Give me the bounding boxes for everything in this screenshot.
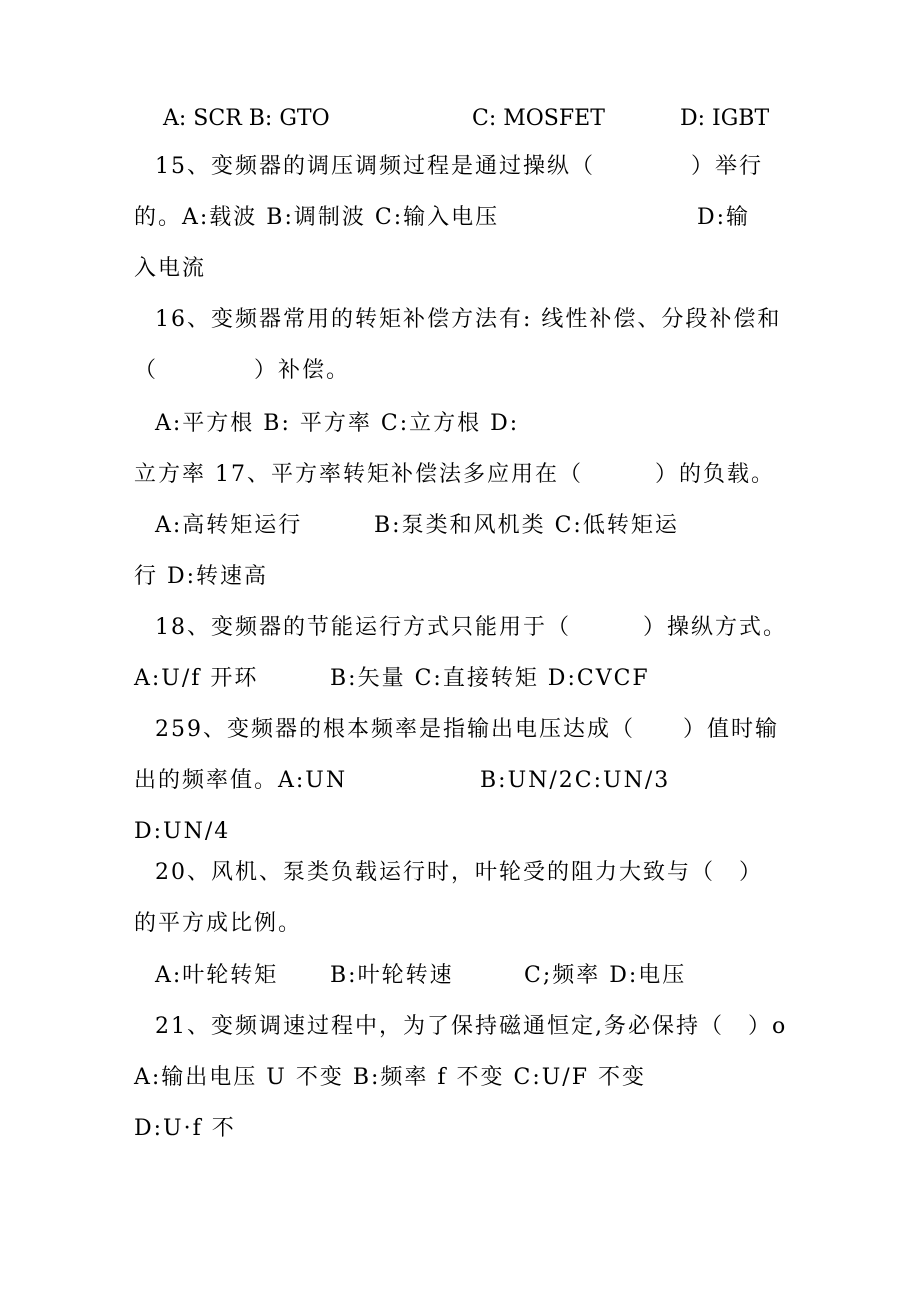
q17-question: 立方率 17、平方率转矩补偿法多应用在（ ）的负载。 <box>134 462 775 487</box>
q20-option-b: B:叶轮转速 <box>330 963 454 988</box>
q20-question-cont: 的平方成比例。 <box>134 911 303 936</box>
q17-option-a: A:高转矩运行 <box>155 513 303 538</box>
q18-question: 18、变频器的节能运行方式只能用于（ ）操纵方式。 <box>155 615 787 640</box>
q18-option-a: A:U/f 开环 <box>134 666 259 691</box>
q19-options-a: 出的频率值。A:UN <box>134 768 348 793</box>
q20-option-a: A:叶轮转矩 <box>155 963 279 988</box>
q14-option-c: C: MOSFET <box>472 106 605 131</box>
q15-options: 的。A:载波 B:调制波 C:输入电压 <box>134 205 500 230</box>
q21-question: 21、变频调速过程中，为了保持磁通恒定,务必保持（ ）o <box>155 1014 788 1039</box>
q17-continuation: 行 D:转速高 <box>134 564 269 589</box>
q15-continuation: 入电流 <box>134 256 207 281</box>
q18-option-bcd: B:矢量 C:直接转矩 D:CVCF <box>330 666 650 691</box>
q15-option-d: D:输 <box>697 205 751 230</box>
q21-options: A:输出电压 U 不变 B:频率 f 不变 C:U/F 不变 <box>134 1065 646 1090</box>
q16-question-cont: （ ）补偿。 <box>134 358 351 383</box>
q14-option-d: D: IGBT <box>680 106 770 131</box>
q19-question: 259、变频器的根本频率是指输出电压达成（ ）值时输 <box>155 717 779 742</box>
q16-question: 16、变频器常用的转矩补偿方法有: 线性补偿、分段补偿和 <box>155 307 782 332</box>
q16-options: A:平方根 B: 平方率 C:立方根 D: <box>155 411 520 436</box>
q15-question: 15、变频器的调压调频过程是通过操纵（ ）举行 <box>155 154 763 179</box>
q19-options-bc: B:UN/2C:UN/3 <box>480 768 671 793</box>
q17-option-bc: B:泵类和风机类 C:低转矩运 <box>374 513 679 538</box>
q19-option-d: D:UN/4 <box>134 819 231 844</box>
q20-option-cd: C;频率 D:电压 <box>524 963 687 988</box>
q20-question: 20、风机、泵类负载运行时，叶轮受的阻力大致与（ ） <box>155 860 763 885</box>
q14-option-ab: A: SCR B: GTO <box>163 106 330 131</box>
q21-option-d: D:U·f 不 <box>134 1116 236 1141</box>
